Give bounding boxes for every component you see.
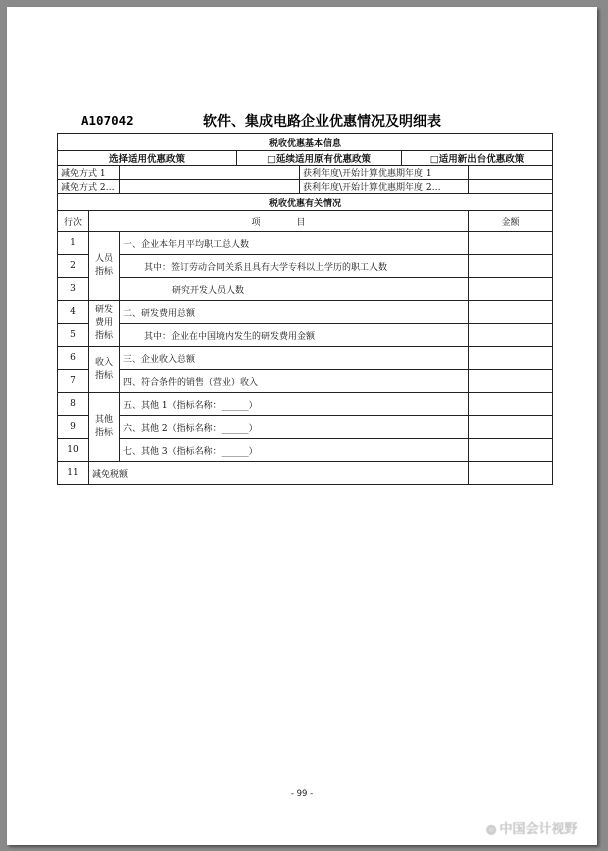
row-number: 9 [58, 416, 89, 439]
amount-cell[interactable] [469, 439, 553, 462]
row-number: 7 [58, 370, 89, 393]
table-row [58, 255, 553, 278]
row-item: 减免税额 [89, 462, 469, 485]
policy-label: 选择适用优惠政策 [58, 151, 237, 166]
row-number: 4 [58, 301, 89, 324]
amount-cell[interactable] [469, 255, 553, 278]
table-row [58, 232, 553, 255]
profit-year-1-value[interactable] [469, 166, 553, 180]
row-number: 6 [58, 347, 89, 370]
amount-cell[interactable] [469, 347, 553, 370]
table-row [58, 462, 553, 485]
exemption-method-1-value[interactable] [120, 166, 300, 180]
policy-option-new[interactable]: □适用新出台优惠政策 [402, 151, 553, 166]
table-row [58, 416, 553, 439]
group-other: 其他指标 [89, 393, 120, 462]
profit-year-2-value[interactable] [469, 180, 553, 194]
row-item: 其中：企业在中国境内发生的研发费用金额 [120, 324, 469, 347]
row-number: 8 [58, 393, 89, 416]
row-item: 六、其他 2（指标名称：______） [120, 416, 469, 439]
amount-cell[interactable] [469, 232, 553, 255]
amount-cell[interactable] [469, 301, 553, 324]
header-row-number: 行次 [58, 211, 89, 232]
detail-table [57, 133, 553, 485]
watermark-text: 中国会计视野 [499, 822, 578, 837]
row-number: 1 [58, 232, 89, 255]
table-row [58, 370, 553, 393]
watermark [486, 818, 578, 837]
header-item: 项 目 [89, 211, 469, 232]
row-number: 10 [58, 439, 89, 462]
table-row [58, 347, 553, 370]
table-row [58, 439, 553, 462]
section2-title: 税收优惠有关情况 [58, 194, 553, 211]
form-title: 软件、集成电路企业优惠情况及明细表 [203, 114, 441, 130]
row-number: 3 [58, 278, 89, 301]
row-item: 五、其他 1（指标名称：______） [120, 393, 469, 416]
amount-cell[interactable] [469, 324, 553, 347]
table-row [58, 393, 553, 416]
exemption-method-1-label: 减免方式 1 [58, 166, 120, 180]
form-code: A107042 [81, 113, 134, 128]
group-rd: 研发费用指标 [89, 301, 120, 347]
table-row [58, 301, 553, 324]
table-row [58, 324, 553, 347]
policy-option-continue[interactable]: □延续适用原有优惠政策 [237, 151, 402, 166]
row-number: 11 [58, 462, 89, 485]
exemption-method-2-value[interactable] [120, 180, 300, 194]
amount-cell[interactable] [469, 370, 553, 393]
row-number: 2 [58, 255, 89, 278]
amount-cell[interactable] [469, 462, 553, 485]
amount-cell[interactable] [469, 416, 553, 439]
row-item: 四、符合条件的销售（营业）收入 [120, 370, 469, 393]
row-item: 一、企业本年月平均职工总人数 [120, 232, 469, 255]
table-row [58, 278, 553, 301]
row-number: 5 [58, 324, 89, 347]
section1-title: 税收优惠基本信息 [58, 134, 553, 151]
row-item: 二、研发费用总额 [120, 301, 469, 324]
row-item: 三、企业收入总额 [120, 347, 469, 370]
group-income: 收入指标 [89, 347, 120, 393]
row-item: 七、其他 3（指标名称：______） [120, 439, 469, 462]
row-item: 其中：签订劳动合同关系且具有大学专科以上学历的职工人数 [120, 255, 469, 278]
amount-cell[interactable] [469, 278, 553, 301]
profit-year-1-label: 获利年度\开始计算优惠期年度 1 [300, 166, 469, 180]
row-item: 研究开发人员人数 [120, 278, 469, 301]
header-amount: 金额 [469, 211, 553, 232]
page-number: - 99 - [290, 789, 314, 799]
group-personnel: 人员指标 [89, 232, 120, 301]
profit-year-2-label: 获利年度\开始计算优惠期年度 2… [300, 180, 469, 194]
weibo-logo-icon: ◉ [486, 822, 497, 836]
exemption-method-2-label: 减免方式 2… [58, 180, 120, 194]
amount-cell[interactable] [469, 393, 553, 416]
